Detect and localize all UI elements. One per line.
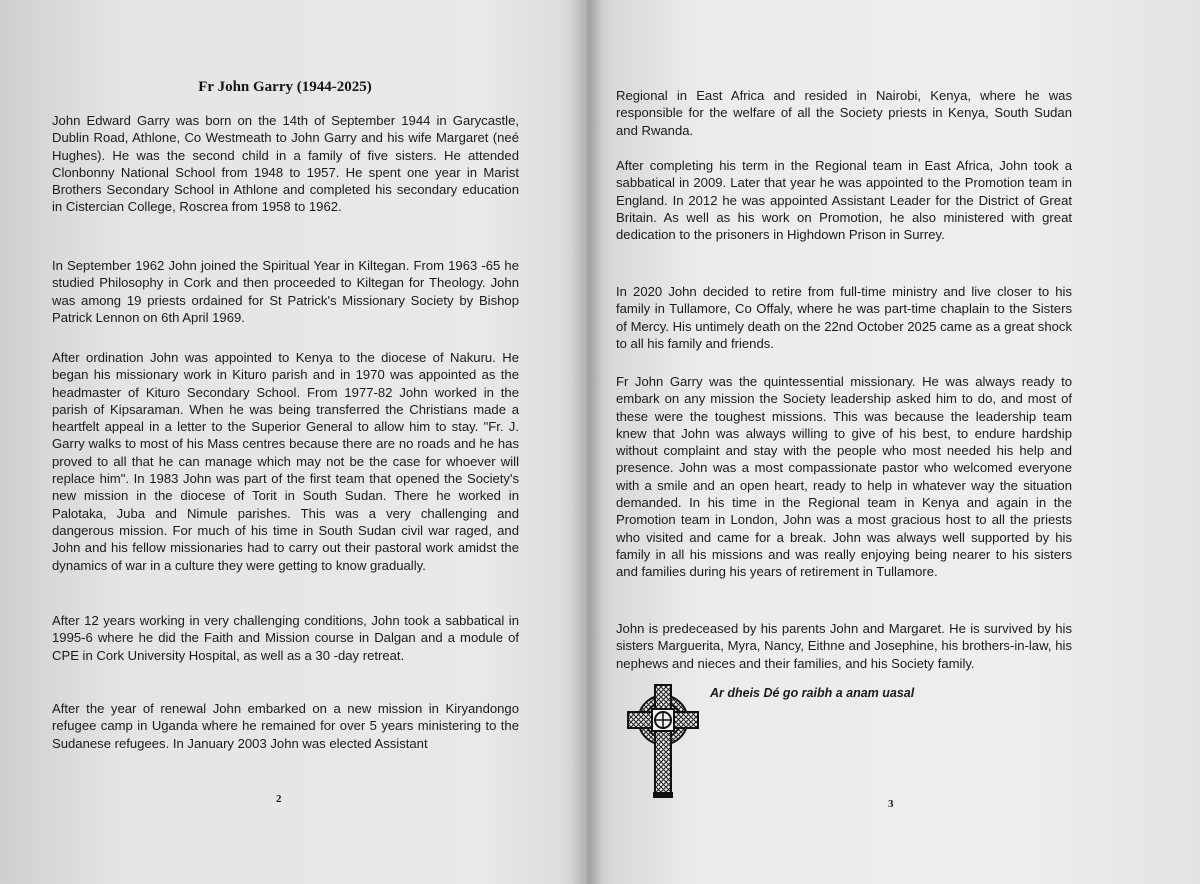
paragraph-early-life: John Edward Garry was born on the 14th of September 1944 in Garycastle, Dublin Road, Athlone, Co Westmeath to John Garry and his wife Margaret (neé Hughes). He was the second child in a family of five sisters. He attended Clonbonny National School from 1948 to 1957. He spent one year in Marist Brothers Secondary School in Athlone and completed his secondary education in Cistercian College, Roscrea from 1958 to 1962. xyxy=(52,113,519,215)
page-title: Fr John Garry (1944-2025) xyxy=(198,79,372,95)
paragraph-kenya-sudan: After ordination John was appointed to Kenya to the diocese of Nakuru. He began his missionary work in Kituro parish and in 1970 was appointed as the headmaster of Kituro Secondary School. From 1977-82 John worked in the parish of Kipsaraman. When he was being transferred the Christians made a heartfelt appeal in a letter to the Superior General to allow him to stay. "Fr. J. Garry walks to most of his Mass centres because there are no roads and he has proved to all that he can manage which may not be the case for whoever will replace him". In 1983 John was part of the first team that opened the Society's new mission in the diocese of Torit in South Sudan. There he worked in Palotaka, Juba and Nimule parishes. This was a very challenging and dangerous mission. For much of his time in South Sudan civil war raged, and John and his fellow missionaries had to carry out their pastoral work amidst the dynamics of war in a culture they were getting to know gradually. xyxy=(52,350,519,573)
page-number: 3 xyxy=(888,798,894,810)
paragraph-ordination: In September 1962 John joined the Spiritual Year in Kiltegan. From 1963 -65 he studied Philosophy in Cork and then proceeded to Kiltegan for Theology. John was among 19 priests ordained for St Patrick's Missionary Society by Bishop Patrick Lennon on 6th April 1969. xyxy=(52,258,519,325)
paragraph-retirement: In 2020 John decided to retire from full-time ministry and live closer to his family in Tullamore, Co Offaly, where he was part-time chaplain to the Sisters of Mercy. His untimely death on the 22nd October 2025 came as a great shock to all his family and friends. xyxy=(616,284,1072,351)
celtic-cross-icon xyxy=(626,682,700,800)
left-page xyxy=(0,0,586,884)
paragraph-uganda: After the year of renewal John embarked on a new mission in Kiryandongo refugee camp in Uganda where he remained for over 5 years ministering to the Sudanese refugees. In January 2003 John was elected Assistant xyxy=(52,701,519,751)
page-number: 2 xyxy=(276,793,282,805)
paragraph-england: After completing his term in the Regional team in East Africa, John took a sabbatical in 2009. Later that year he was appointed to the Promotion team in England. In 2012 he was appointed Assistant Leader for the District of Great Britain. As well as his work on Promotion, he also ministered with great dedication to the prisoners in Highdown Prison in Surrey. xyxy=(616,158,1072,243)
paragraph-regional: Regional in East Africa and resided in Nairobi, Kenya, where he was responsible for the welfare of all the Society priests in Kenya, South Sudan and Rwanda. xyxy=(616,88,1072,138)
paragraph-tribute: Fr John Garry was the quintessential missionary. He was always ready to embark on any mission the Society leadership asked him to do, and most of these were the toughest missions. This was because the leadership team knew that John was always willing to give of his best, to endure hardship without complaint and stay with the people who most needed his help and presence. John was a most compassionate pastor who welcomed everyone with a smile and an open heart, ready to help in whatever way the situation demanded. In his time in the Regional team in Kenya and again in the Promotion team in London, John was a most gracious host to all the priests who visited and came for a break. John was always well supported by his family in all his missions and was really enjoying being nearer to his sisters and families during his years of retirement in Tullamore. xyxy=(616,374,1072,580)
paragraph-survived-by: John is predeceased by his parents John and Margaret. He is survived by his sisters Marguerita, Myra, Nancy, Eithne and Josephine, his brothers-in-law, his nephews and nieces and their families, and his Society family. xyxy=(616,621,1072,671)
closing-blessing: Ar dheis Dé go raibh a anam uasal xyxy=(710,686,915,700)
right-page xyxy=(590,0,1200,884)
paragraph-sabbatical: After 12 years working in very challenging conditions, John took a sabbatical in 1995-6 where he did the Faith and Mission course in Dalgan and a module of CPE in Cork University Hospital, as well as a 30 -day retreat. xyxy=(52,613,519,663)
